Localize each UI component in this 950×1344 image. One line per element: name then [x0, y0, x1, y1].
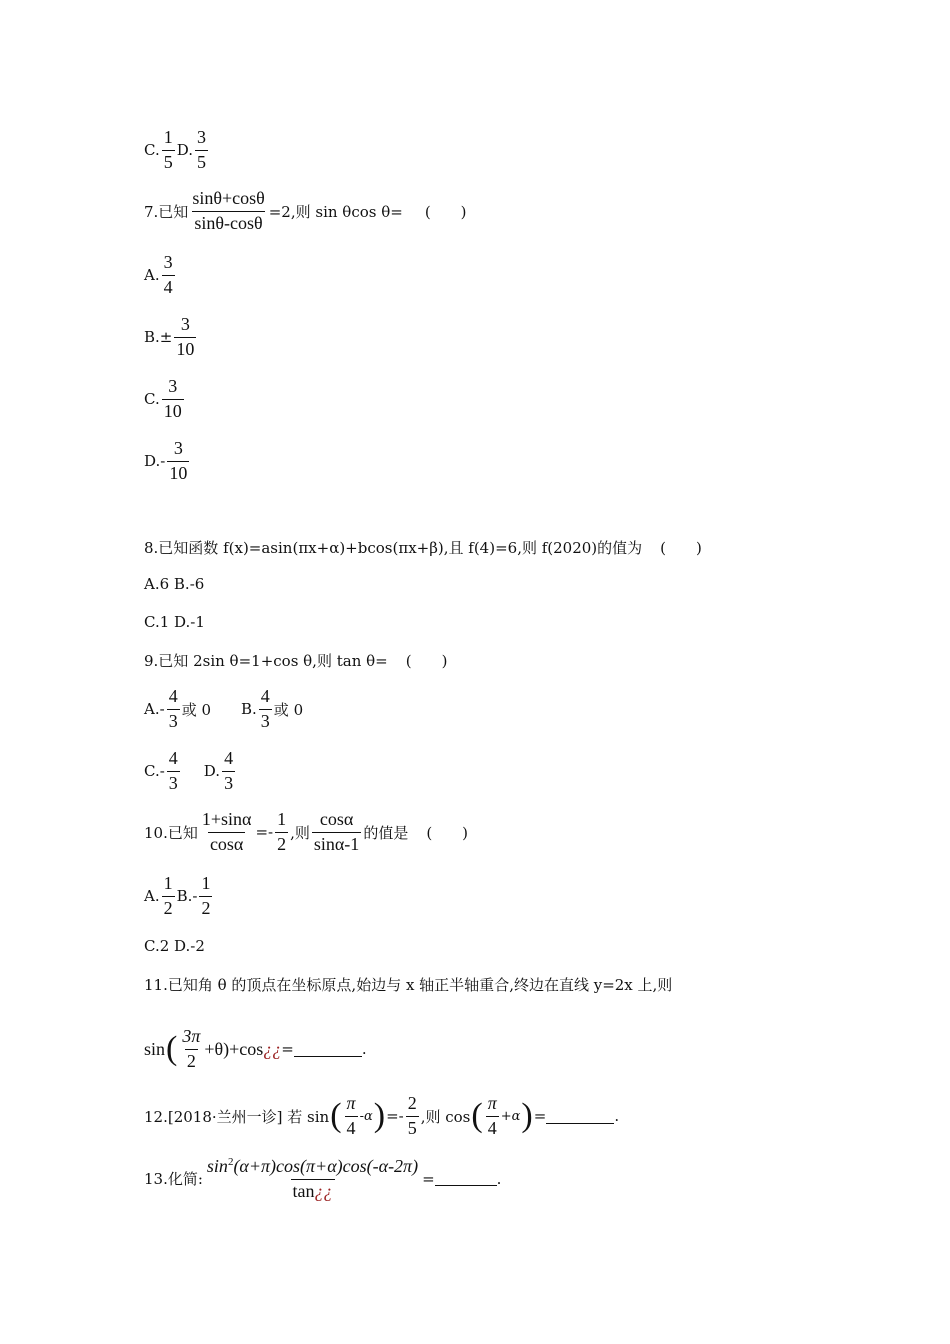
fraction: $\frac{3}{10}$ — [169, 438, 188, 483]
fraction: $\frac{3}{4}$ — [163, 252, 173, 297]
fraction: $\frac{\cos\alpha}{\sin\alpha-1}$ — [313, 809, 360, 854]
question-text: 11.已知角 θ 的顶点在坐标原点,始边与 x 轴正半轴重合,终边在直线 y=2x 上,则 — [144, 976, 673, 994]
question-13: 13.化简: $\frac{\sin^2(\alpha+\pi)\cos(\pi+\alpha)\cos(-\alpha-2\pi)}{\tan¿¿}$ = . — [144, 1156, 502, 1201]
answer-blank[interactable] — [546, 1109, 614, 1124]
q7-option-c — [144, 377, 186, 422]
option-label: C. — [144, 762, 160, 781]
question-text: 8.已知函数 f(x)=asin(πx+α)+bcos(πx+β),且 f(4)=6,则 f(2020)的值为 — [144, 539, 643, 557]
q6-options-cd — [144, 128, 210, 173]
option-label: A. — [144, 887, 160, 906]
answer-paren: ( ) — [405, 652, 448, 670]
fraction: $\frac{\sin^2(\alpha+\pi)\cos(\pi+\alpha)\cos(-\alpha-2\pi)}{\tan¿¿}$ — [206, 1156, 419, 1201]
q10-options-cd: C.2 D.-2 — [144, 937, 205, 955]
q8-options-ab: A.6 B.-6 — [144, 575, 205, 593]
answer-paren: ( ) — [426, 823, 469, 842]
fraction: $\frac{\pi}{4}$ — [346, 1093, 356, 1138]
question-prefix: 12.[2018·兰州一诊] 若 sin — [144, 1107, 330, 1126]
q11-expression: sin ( $\frac{3\pi}{2}$ +θ)+cos ¿¿ = . — [144, 1026, 367, 1071]
fraction: $\frac{3}{10}$ — [163, 376, 182, 421]
fraction: $\frac{\sin\theta+\cos\theta}{\sin\theta-\cos\theta}$ — [192, 188, 265, 233]
question-12: 12.[2018·兰州一诊] 若 sin ( $\frac{\pi}{4}$ -α ) =- $\frac{2}{5}$ ,则 cos ( $\frac{\pi}{4}$ +α ) = . — [144, 1093, 620, 1138]
option-label: D. — [203, 762, 221, 781]
fraction: $\frac{1+\sin\alpha}{\cos\alpha}$ — [201, 809, 252, 854]
option-label: B. — [176, 887, 193, 906]
q10-options-ab: A. $\frac{1}{2}$ B. - $\frac{1}{2}$ — [144, 873, 211, 918]
fraction: $\frac{3\pi}{2}$ — [182, 1026, 201, 1071]
answer-paren: ( ) — [424, 202, 467, 221]
fraction: $\frac{1}{2}$ — [201, 873, 211, 918]
fraction: $\frac{1}{2}$ — [163, 873, 173, 918]
fraction: $\frac{2}{5}$ — [407, 1093, 417, 1138]
question-text: 9.已知 2sin θ=1+cos θ,则 tan θ= — [144, 652, 388, 670]
q7-option-b: B. ± $\frac{3}{10}$ — [144, 314, 195, 359]
q9-options-ab: A. - $\frac{4}{3}$ 或 0 B. $\frac{4}{3}$ 或 0 — [144, 686, 304, 731]
fraction: $\frac{4}{3}$ — [260, 686, 270, 731]
option-label: B. — [241, 700, 257, 719]
q8-options-cd: C.1 D.-1 — [144, 613, 205, 631]
answer-blank[interactable] — [435, 1171, 497, 1186]
fraction: $\frac{4}{3}$ — [224, 748, 234, 793]
option-label: A. — [144, 700, 160, 719]
option-label: A. — [144, 266, 160, 285]
option-label: C. — [144, 390, 160, 409]
question-text: =2,则 sin θcos θ= — [268, 202, 403, 221]
fraction: $\frac{1}{2}$ — [277, 809, 287, 854]
option-label: C. — [144, 141, 160, 160]
question-prefix: 7.已知 — [144, 202, 189, 221]
fraction: $\frac{3}{5}$ — [196, 127, 206, 172]
question-prefix: 13.化简: — [144, 1170, 203, 1189]
q7-option-d: D. - $\frac{3}{10}$ — [144, 438, 188, 483]
option-label: D. — [144, 452, 161, 471]
option-label: B. — [144, 328, 160, 347]
question-11 — [144, 974, 672, 995]
question-9 — [144, 650, 447, 671]
answer-blank[interactable] — [294, 1042, 362, 1057]
fraction: $\frac{4}{3}$ — [168, 748, 178, 793]
option-label: D. — [176, 141, 193, 160]
question-10: 10.已知 $\frac{1+\sin\alpha}{\cos\alpha}$ =- $\frac{1}{2}$ ,则 $\frac{\cos\alpha}{\sin\alpha-1}$ 的值是 ( ) — [144, 809, 469, 854]
question-prefix: 10.已知 — [144, 823, 198, 842]
q7-option-a — [144, 253, 177, 298]
q9-options-cd: C. - $\frac{4}{3}$ D. $\frac{4}{3}$ — [144, 748, 234, 793]
question-7 — [144, 189, 467, 234]
fraction: $\frac{1}{5}$ — [163, 127, 173, 172]
fraction: $\frac{4}{3}$ — [168, 686, 178, 731]
answer-paren: ( ) — [660, 539, 702, 557]
fraction: $\frac{\pi}{4}$ — [487, 1093, 497, 1138]
fraction: $\frac{3}{10}$ — [176, 314, 195, 359]
question-8 — [144, 537, 702, 558]
